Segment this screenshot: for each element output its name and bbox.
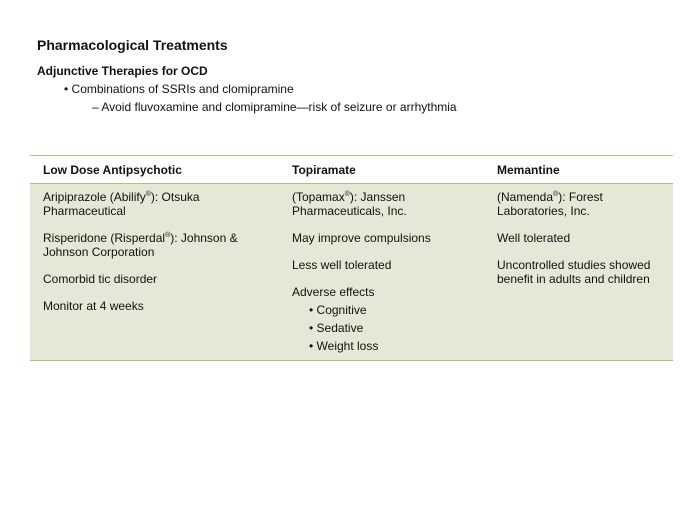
header-low-dose-antipsychotic: Low Dose Antipsychotic (43, 163, 182, 177)
header-memantine: Memantine (497, 163, 560, 177)
table-body (30, 184, 673, 360)
adjunctive-therapies-table (30, 155, 673, 361)
effect-sedative: • Sedative (309, 321, 482, 335)
column-antipsychotic (43, 190, 268, 326)
table-header-row (30, 156, 673, 184)
column-topiramate (292, 190, 482, 357)
effect-cognitive: • Cognitive (309, 303, 482, 317)
slide-subtitle: Adjunctive Therapies for OCD (37, 64, 208, 78)
compulsions-text: May improve compulsions (292, 231, 431, 245)
bullet-combinations: • Combinations of SSRIs and clomipramine (64, 82, 294, 96)
sub-bullet-avoid: – Avoid fluvoxamine and clomipramine—risk of seizure or arrhythmia (92, 100, 457, 114)
aripiprazole-entry: Aripiprazole (Abilify®): Otsuka Pharmaceutical (43, 190, 200, 218)
header-topiramate: Topiramate (292, 163, 356, 177)
namenda-entry: (Namenda®): Forest Laboratories, Inc. (497, 190, 603, 218)
risperidone-entry: Risperidone (Risperdal®): Johnson & Johnson Corporation (43, 231, 238, 259)
monitor-text: Monitor at 4 weeks (43, 299, 144, 313)
comorbid-tic-text: Comorbid tic disorder (43, 272, 158, 286)
topamax-entry: (Topamax®): Janssen Pharmaceuticals, Inc. (292, 190, 407, 218)
effect-weight-loss: • Weight loss (309, 339, 482, 353)
well-tolerated-text: Well tolerated (497, 231, 571, 245)
slide-title: Pharmacological Treatments (37, 37, 228, 53)
studies-text: Uncontrolled studies showed benefit in adults and children (497, 258, 651, 286)
adverse-effects-text: Adverse effects (292, 285, 375, 299)
column-memantine (497, 190, 667, 299)
less-tolerated-text: Less well tolerated (292, 258, 392, 272)
